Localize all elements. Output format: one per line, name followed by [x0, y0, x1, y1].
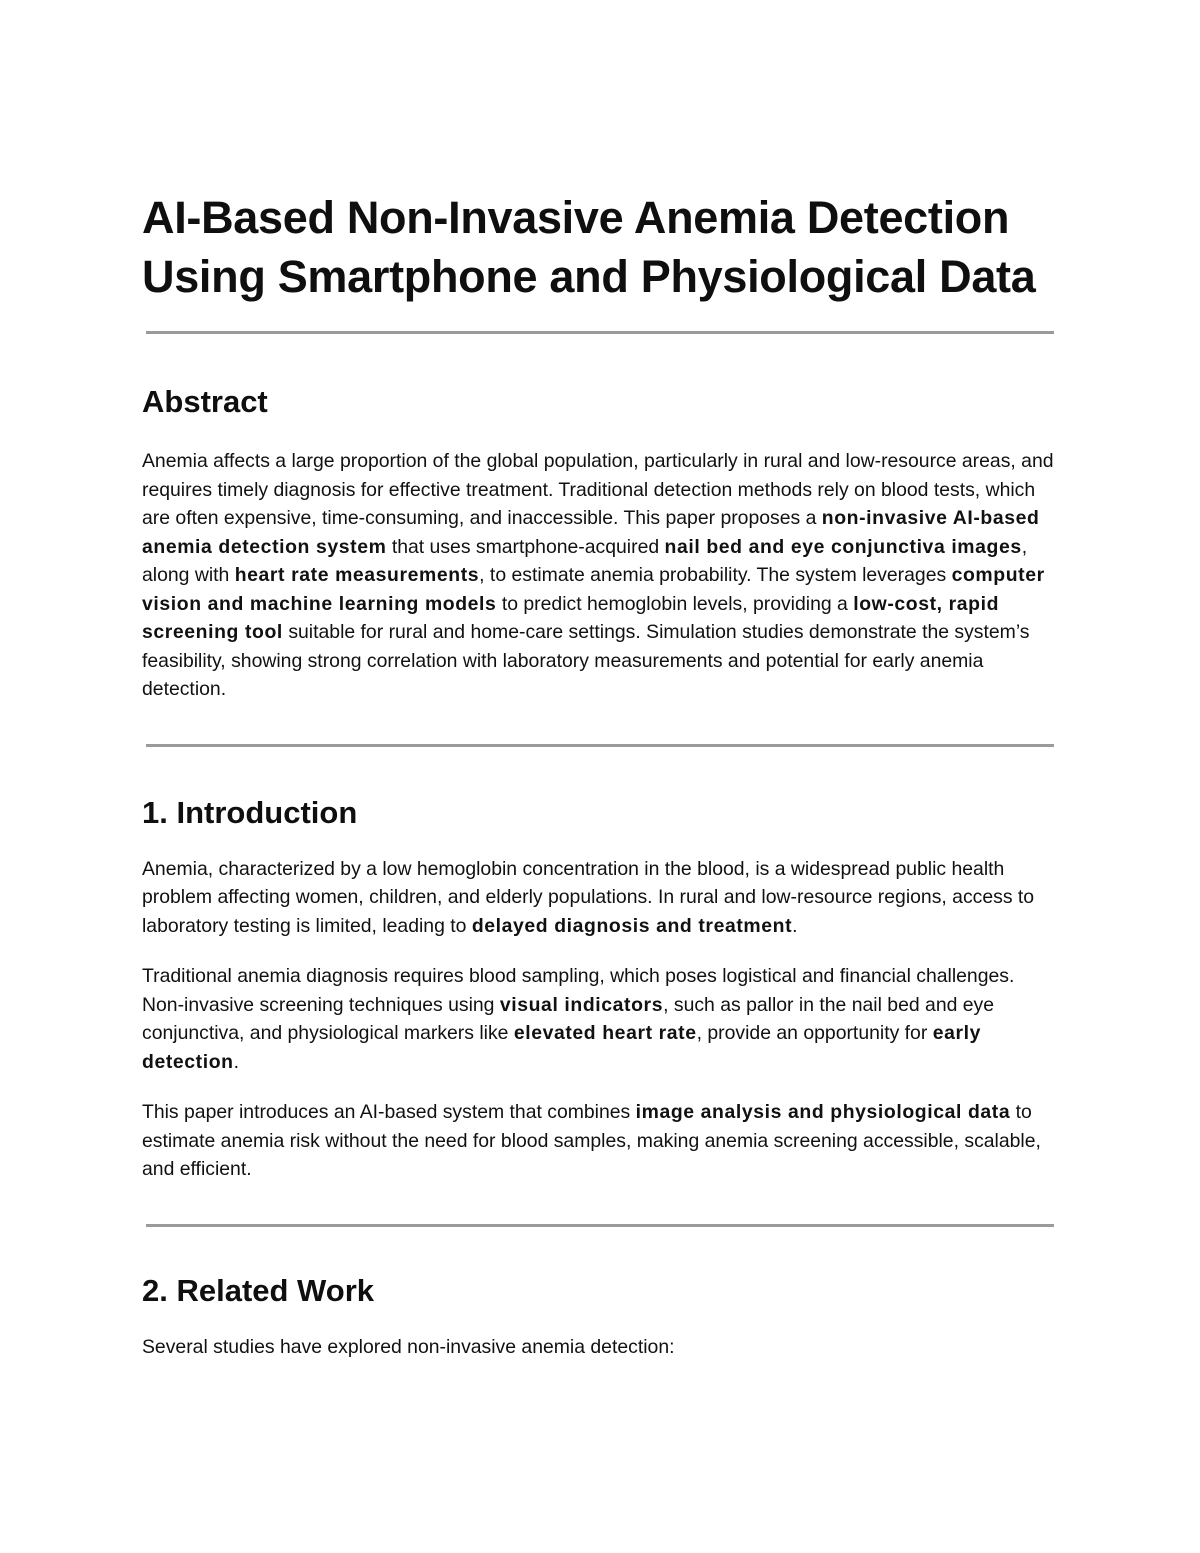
bold-run: computer vision and machine learning models	[142, 564, 1045, 615]
document-page	[142, 188, 1054, 1361]
text-run: , such as pallor in the nail bed and eye conjunctiva, and physiological markers like	[142, 993, 995, 1044]
abstract-paragraph	[142, 447, 1054, 704]
section-divider	[146, 744, 1054, 747]
title-line-2: Using Smartphone and Physiological Data	[142, 251, 1036, 302]
text-run: , along with	[142, 535, 1028, 586]
text-run: Traditional anemia diagnosis requires blood sampling, which poses logistical and financial challenges. Non-invasive screening techniques using	[142, 965, 1015, 1016]
introduction-paragraph-3	[142, 1098, 1054, 1184]
text-run: .	[792, 914, 798, 937]
text-run: Anemia, characterized by a low hemoglobin concentration in the blood, is a widespread public health problem affecting women, children, and elderly populations. In rural and low-resource regions, access to laboratory testing is limited, leading to	[142, 857, 1035, 937]
bold-run: visual indicators	[499, 993, 664, 1016]
text-run: to predict hemoglobin levels, providing a	[496, 592, 854, 615]
related-work-heading: 2. Related Work	[142, 1272, 375, 1308]
text-run: Anemia affects a large proportion of the global population, particularly in rural and low-resource areas, and requires timely diagnosis for effective treatment. Traditional detection methods rely on blood tests, which are often expensive, time-consuming, and inaccessible. This paper proposes a	[142, 450, 1054, 529]
text-run: , to estimate anemia probability. The system leverages	[479, 564, 952, 586]
document-title	[142, 188, 1054, 306]
abstract-heading: Abstract	[142, 384, 268, 419]
related-work-paragraph: Several studies have explored non-invasive anemia detection:	[142, 1335, 675, 1358]
text-run: that uses smartphone-acquired	[386, 535, 665, 558]
introduction-paragraph-1	[142, 855, 1054, 941]
text-run: .	[233, 1050, 239, 1073]
section-divider	[146, 331, 1054, 334]
bold-run: non-invasive AI-based anemia detection system	[142, 507, 1040, 558]
section-divider	[146, 1224, 1054, 1227]
bold-run: delayed diagnosis and treatment	[471, 914, 793, 937]
introduction-paragraph-2	[142, 962, 1054, 1076]
text-run: suitable for rural and home-care settings. Simulation studies demonstrate the system’s feasibility, showing strong correlation with laboratory measurements and potential for early anemia detection.	[142, 621, 1030, 700]
bold-run: early detection	[142, 1022, 981, 1073]
introduction-heading: 1. Introduction	[142, 794, 358, 830]
text-run: This paper introduces an AI-based system that combines	[142, 1101, 636, 1123]
bold-run: heart rate measurements	[234, 564, 480, 586]
bold-run: nail bed and eye conjunctiva images	[664, 535, 1022, 558]
text-run: to estimate anemia risk without the need for blood samples, making anemia screening accessible, scalable, and efficient.	[142, 1101, 1041, 1180]
text-run: , provide an opportunity for	[696, 1022, 933, 1044]
bold-run: low-cost, rapid screening tool	[142, 592, 1000, 643]
bold-run: elevated heart rate	[513, 1022, 697, 1044]
bold-run: image analysis and physiological data	[635, 1101, 1011, 1123]
title-line-1: AI-Based Non-Invasive Anemia Detection	[142, 192, 1010, 243]
